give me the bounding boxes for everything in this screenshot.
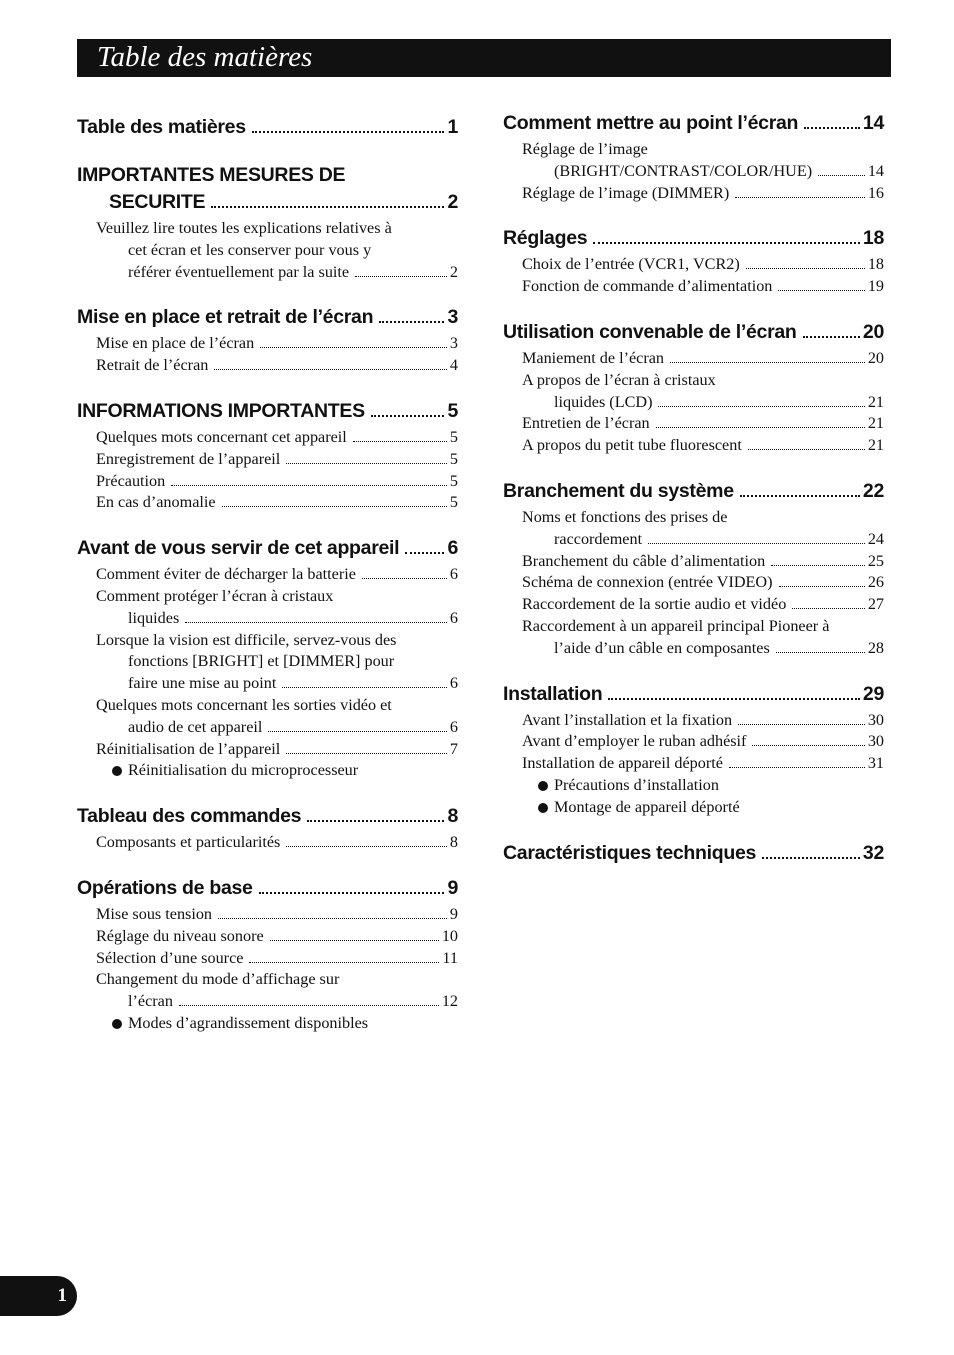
entry-page-number: 24	[867, 529, 884, 548]
entry-row	[522, 435, 884, 457]
toc-entry	[77, 218, 458, 283]
toc-entry	[503, 572, 884, 594]
entry-text: Schéma de connexion (entrée VIDEO)	[522, 573, 773, 592]
toc-entry	[77, 333, 458, 355]
toc-entry	[77, 630, 458, 695]
entry-text: Raccordement de la sortie audio et vidéo	[522, 595, 787, 614]
toc-entry	[503, 254, 884, 276]
entry-page-number: 4	[449, 356, 458, 375]
toc-section	[77, 114, 458, 141]
entry-page-number: 9	[449, 904, 458, 923]
entry-page-number: 25	[867, 551, 884, 570]
dot-leader	[792, 608, 865, 609]
dot-leader	[371, 415, 445, 417]
dot-leader	[211, 206, 444, 208]
dot-leader	[593, 242, 860, 244]
dot-leader	[778, 290, 864, 291]
entry-text-line: Réglage de l’image	[522, 140, 648, 158]
entry-text: l’écran	[128, 992, 173, 1011]
dot-leader	[379, 321, 444, 323]
section-heading-text: Utilisation convenable de l’écran	[503, 320, 797, 343]
entry-text: A propos du petit tube fluorescent	[522, 436, 742, 455]
entry-text: En cas d’anomalie	[96, 493, 216, 512]
toc-entry	[77, 904, 458, 926]
entry-row	[96, 492, 458, 514]
entry-page-number: 6	[449, 717, 458, 736]
entry-text-line: fonctions [BRIGHT] et [DIMMER] pour	[128, 652, 395, 671]
dot-leader	[803, 336, 860, 338]
entry-row	[96, 427, 458, 449]
entry-list	[77, 832, 458, 854]
entry-text: Maniement de l’écran	[522, 348, 665, 367]
entry-row	[522, 254, 884, 276]
page-number-tab	[0, 1276, 77, 1316]
toc-entry	[77, 739, 458, 761]
toc-entry	[77, 586, 458, 630]
entry-text-line: Lorsque la vision est difficile, servez-vous des	[96, 630, 397, 649]
entry-text: Branchement du câble d’alimentation	[522, 551, 766, 570]
dot-leader	[656, 427, 865, 428]
dot-leader	[648, 543, 865, 544]
section-page-number: 1	[447, 116, 458, 138]
entry-page-number: 30	[867, 710, 884, 729]
entry-text: Installation de appareil déporté	[522, 754, 723, 773]
entry-row	[522, 183, 884, 205]
entry-row	[522, 161, 884, 183]
toc-entry	[503, 370, 884, 414]
section-page-number: 3	[447, 306, 458, 329]
entry-page-number: 19	[867, 277, 884, 296]
toc-section	[77, 162, 458, 283]
bullet-text: Modes d’agrandissement disponibles	[128, 1013, 369, 1032]
dot-leader	[752, 745, 864, 746]
dot-leader	[738, 724, 865, 725]
entry-text: Mise en place de l’écran	[96, 334, 255, 353]
toc-entry	[503, 731, 884, 753]
entry-list	[77, 427, 458, 514]
toc-entry	[77, 695, 458, 739]
toc-entry	[77, 355, 458, 377]
entry-text: raccordement	[554, 529, 643, 548]
toc-entry	[77, 948, 458, 970]
toc-entry	[503, 413, 884, 435]
dot-leader	[779, 586, 865, 587]
entry-page-number: 30	[867, 732, 884, 751]
entry-row	[522, 413, 884, 435]
entry-text: Entretien de l’écran	[522, 414, 650, 433]
dot-leader	[185, 622, 447, 623]
entry-page-number: 6	[449, 608, 458, 627]
dot-leader	[286, 753, 447, 754]
entry-text: l’aide d’un câble en composantes	[554, 638, 770, 657]
entry-row	[522, 753, 884, 775]
dot-leader	[740, 495, 860, 497]
dot-leader	[218, 918, 447, 919]
page-title: Table des matières	[97, 41, 313, 73]
entry-text: Choix de l’entrée (VCR1, VCR2)	[522, 255, 740, 274]
entry-page-number: 11	[442, 948, 458, 967]
dot-leader	[405, 552, 444, 554]
entry-row	[96, 739, 458, 761]
section-heading	[503, 225, 884, 252]
entry-page-number: 12	[441, 992, 458, 1011]
entry-row	[96, 608, 458, 630]
entry-text: Sélection d’une source	[96, 948, 244, 967]
section-heading	[77, 162, 458, 216]
dot-leader	[214, 369, 447, 370]
section-heading-text: Installation	[503, 682, 603, 705]
toc-entry	[77, 564, 458, 586]
section-page-number: 22	[862, 479, 884, 502]
bullet-entry	[77, 760, 458, 782]
entry-row	[522, 551, 884, 573]
entry-text: faire une mise au point	[128, 674, 277, 693]
dot-leader	[658, 406, 864, 407]
entry-page-number: 6	[449, 565, 458, 584]
toc-section	[77, 875, 458, 1035]
section-heading-text: Opérations de base	[77, 876, 253, 899]
bullet-icon	[112, 1019, 122, 1029]
entry-text: liquides (LCD)	[554, 392, 653, 411]
section-heading-text: Mise en place et retrait de l’écran	[77, 306, 374, 329]
toc-entry	[77, 969, 458, 1013]
section-heading-text: Table des matières	[77, 116, 246, 138]
section-page-number: 14	[862, 112, 884, 134]
entry-row	[96, 717, 458, 739]
toc-entry	[77, 832, 458, 854]
entry-row	[522, 594, 884, 616]
entry-page-number: 20	[867, 348, 884, 367]
dot-leader	[249, 962, 439, 963]
entry-text: Précaution	[96, 471, 166, 490]
toc-section	[503, 110, 884, 204]
entry-text-line: Quelques mots concernant les sorties vidéo et	[96, 695, 392, 714]
entry-text-line: Comment protéger l’écran à cristaux	[96, 586, 334, 605]
dot-leader	[608, 698, 860, 700]
entry-page-number: 21	[867, 392, 884, 411]
dot-leader	[818, 175, 865, 176]
entry-text-line: cet écran et les conserver pour vous y	[128, 240, 372, 259]
dot-leader	[353, 441, 447, 442]
dot-leader	[355, 276, 447, 277]
section-heading-text: SECURITE	[109, 191, 206, 213]
entry-row	[522, 710, 884, 732]
entry-page-number: 2	[449, 262, 458, 281]
toc-entry	[503, 551, 884, 573]
toc-entry	[77, 427, 458, 449]
dot-leader	[362, 578, 447, 579]
entry-text: liquides	[128, 608, 180, 627]
dot-leader	[268, 731, 447, 732]
entry-row	[96, 355, 458, 377]
dot-leader	[252, 131, 445, 133]
toc-entry	[503, 710, 884, 732]
toc-entry	[503, 616, 884, 660]
section-heading-text: Caractéristiques techniques	[503, 841, 757, 864]
entry-text: Fonction de commande d’alimentation	[522, 277, 773, 296]
section-page-number: 20	[862, 320, 884, 343]
section-page-number: 6	[447, 537, 458, 560]
entry-row	[96, 262, 458, 284]
entry-text: Avant d’employer le ruban adhésif	[522, 732, 747, 751]
section-heading	[503, 681, 884, 708]
entry-row	[96, 832, 458, 854]
entry-text: Quelques mots concernant cet appareil	[96, 427, 347, 446]
toc-section	[503, 840, 884, 867]
section-heading-line	[77, 189, 458, 216]
entry-text: (BRIGHT/CONTRAST/COLOR/HUE)	[554, 161, 813, 180]
entry-row	[522, 638, 884, 660]
entry-list	[503, 254, 884, 298]
entry-row	[522, 276, 884, 298]
toc-entry	[503, 139, 884, 183]
entry-list	[77, 564, 458, 782]
entry-text-line: Veuillez lire toutes les explications relatives à	[96, 219, 392, 237]
entry-text: Mise sous tension	[96, 904, 213, 923]
entry-page-number: 26	[867, 573, 884, 592]
section-heading-text: Tableau des commandes	[77, 805, 302, 828]
section-heading	[503, 840, 884, 867]
entry-text: Avant l’installation et la fixation	[522, 710, 733, 729]
entry-row	[96, 904, 458, 926]
section-page-number: 32	[862, 841, 884, 864]
dot-leader	[282, 687, 447, 688]
entry-page-number: 5	[449, 471, 458, 490]
dot-leader	[286, 846, 447, 847]
dot-leader	[771, 565, 865, 566]
bullet-entry	[503, 797, 884, 819]
toc-entry	[503, 435, 884, 457]
entry-list	[77, 904, 458, 1035]
section-heading	[77, 304, 458, 331]
section-heading-text: INFORMATIONS IMPORTANTES	[77, 399, 365, 422]
dot-leader	[729, 767, 865, 768]
section-heading	[77, 535, 458, 562]
entry-text: Composants et particularités	[96, 833, 281, 852]
entry-page-number: 5	[449, 449, 458, 468]
section-heading-text: Réglages	[503, 227, 588, 250]
bullet-entry	[77, 1013, 458, 1035]
entry-page-number: 28	[867, 638, 884, 657]
toc-section	[77, 304, 458, 377]
dot-leader	[286, 463, 447, 464]
dot-leader	[222, 506, 447, 507]
entry-row	[96, 564, 458, 586]
dot-leader	[776, 652, 865, 653]
page-number: 1	[57, 1285, 67, 1306]
entry-page-number: 14	[867, 161, 884, 180]
entry-page-number: 5	[449, 493, 458, 512]
dot-leader	[762, 857, 860, 859]
section-page-number: 8	[447, 805, 458, 828]
entry-page-number: 16	[867, 183, 884, 202]
toc-section	[77, 398, 458, 514]
section-heading	[77, 875, 458, 902]
entry-text: référer éventuellement par la suite	[128, 262, 350, 281]
toc-section	[503, 478, 884, 660]
bullet-text: Montage de appareil déporté	[554, 797, 740, 816]
entry-page-number: 21	[867, 436, 884, 455]
entry-text-line: Changement du mode d’affichage sur	[96, 970, 340, 989]
section-heading	[503, 319, 884, 346]
entry-text: audio de cet appareil	[128, 717, 263, 736]
section-page-number: 18	[862, 227, 884, 250]
toc-entry	[503, 276, 884, 298]
dot-leader	[735, 197, 865, 198]
section-heading-line: IMPORTANTES MESURES DE	[77, 164, 346, 186]
entry-page-number: 27	[867, 595, 884, 614]
bullet-text: Précautions d’installation	[554, 775, 719, 794]
dot-leader	[748, 449, 865, 450]
entry-page-number: 10	[441, 926, 458, 945]
entry-row	[522, 572, 884, 594]
section-heading	[77, 803, 458, 830]
entry-text: Réglage de l’image (DIMMER)	[522, 183, 730, 202]
dot-leader	[171, 485, 447, 486]
entry-text: Réinitialisation de l’appareil	[96, 739, 281, 758]
dot-leader	[746, 268, 865, 269]
section-heading	[77, 114, 458, 141]
dot-leader	[307, 820, 444, 822]
entry-row	[522, 529, 884, 551]
bullet-icon	[538, 803, 548, 813]
entry-text: Retrait de l’écran	[96, 356, 209, 375]
toc-entry	[503, 594, 884, 616]
entry-text-line: A propos de l’écran à cristaux	[522, 370, 716, 389]
entry-row	[522, 348, 884, 370]
entry-page-number: 8	[449, 833, 458, 852]
entry-page-number: 5	[449, 427, 458, 446]
toc-left-column	[77, 114, 458, 1056]
entry-list	[77, 333, 458, 377]
dot-leader	[804, 127, 860, 129]
toc-entry	[77, 471, 458, 493]
dot-leader	[260, 347, 447, 348]
bullet-text: Réinitialisation du microprocesseur	[128, 761, 359, 780]
entry-list	[77, 218, 458, 283]
toc-section	[503, 319, 884, 457]
section-page-number: 2	[447, 191, 458, 213]
toc-entry	[503, 753, 884, 775]
entry-list	[503, 348, 884, 457]
entry-row	[522, 731, 884, 753]
dot-leader	[179, 1005, 439, 1006]
dot-leader	[270, 940, 439, 941]
entry-text-line: Raccordement à un appareil principal Pioneer à	[522, 616, 830, 635]
bullet-icon	[112, 766, 122, 776]
section-page-number: 9	[447, 876, 458, 899]
section-page-number: 5	[447, 399, 458, 422]
section-heading	[503, 478, 884, 505]
toc-entry	[503, 348, 884, 370]
toc-section	[77, 535, 458, 782]
entry-text-line: Noms et fonctions des prises de	[522, 507, 728, 526]
toc-entry	[503, 183, 884, 205]
section-heading	[503, 110, 884, 137]
entry-row	[96, 991, 458, 1013]
bullet-icon	[538, 781, 548, 791]
entry-row	[96, 673, 458, 695]
toc-section	[77, 803, 458, 854]
toc-section	[503, 681, 884, 819]
entry-row	[96, 926, 458, 948]
entry-row	[96, 333, 458, 355]
section-heading-text: Branchement du système	[503, 479, 734, 502]
entry-text: Comment éviter de décharger la batterie	[96, 565, 356, 584]
entry-text: Réglage du niveau sonore	[96, 926, 264, 945]
entry-row	[522, 392, 884, 414]
entry-row	[96, 948, 458, 970]
section-heading	[77, 398, 458, 425]
toc-entry	[503, 507, 884, 551]
entry-list	[503, 507, 884, 660]
entry-page-number: 6	[449, 674, 458, 693]
entry-text: Enregistrement de l’appareil	[96, 449, 281, 468]
title-bar	[77, 39, 891, 77]
entry-page-number: 31	[867, 754, 884, 773]
section-heading-text: Comment mettre au point l’écran	[503, 112, 799, 134]
dot-leader	[670, 362, 865, 363]
toc-entry	[77, 449, 458, 471]
entry-list	[503, 710, 884, 819]
section-heading-text: Avant de vous servir de cet appareil	[77, 537, 400, 560]
toc-entry	[77, 926, 458, 948]
toc-section	[503, 225, 884, 298]
entry-page-number: 18	[867, 255, 884, 274]
dot-leader	[259, 892, 445, 894]
entry-page-number: 21	[867, 414, 884, 433]
entry-list	[503, 139, 884, 204]
toc-right-column	[503, 110, 884, 888]
entry-row	[96, 471, 458, 493]
entry-row	[96, 449, 458, 471]
entry-page-number: 3	[449, 334, 458, 353]
section-page-number: 29	[862, 682, 884, 705]
entry-page-number: 7	[449, 739, 458, 758]
bullet-entry	[503, 775, 884, 797]
toc-entry	[77, 492, 458, 514]
